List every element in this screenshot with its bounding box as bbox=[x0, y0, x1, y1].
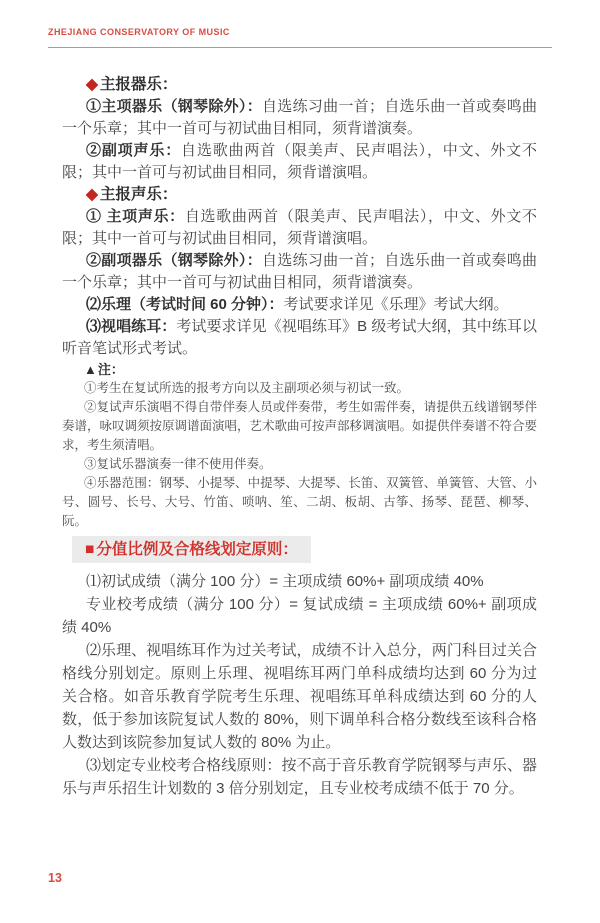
score-paragraphs bbox=[62, 570, 537, 800]
note-item: ①考生在复试所选的报考方向以及主副项必须与初试一致。 bbox=[84, 381, 410, 395]
notes-section bbox=[62, 360, 537, 531]
triangle-icon: ▲ bbox=[84, 362, 97, 377]
diamond-icon: ◆ bbox=[86, 76, 98, 93]
paragraph-music-theory bbox=[62, 294, 537, 316]
paragraph-text: 自选练习曲一首；自选乐曲一首或奏鸣曲一个乐章；其中一首可与初试曲目相同，须背谱演奏。 bbox=[62, 98, 537, 137]
score-section bbox=[62, 531, 537, 800]
paragraph-vocal-main bbox=[62, 206, 537, 250]
paragraph-first-round-score: ⑴初试成绩（满分 100 分）= 主项成绩 60%+ 副项成绩 40% bbox=[86, 573, 484, 590]
paragraph-text: 自选歌曲两首（限美声、民声唱法），中文、外文不限；其中一首可与初试曲目相同，须背谱演唱。 bbox=[62, 142, 537, 181]
notes-title-label: 注： bbox=[97, 362, 124, 377]
notes-title bbox=[62, 360, 537, 379]
paragraph-text: 考试要求详见《乐理》考试大纲。 bbox=[283, 296, 509, 313]
paragraph-text: 自选歌曲两首（限美声、民声唱法），中文、外文不限；其中一首可与初试曲目相同，须背谱演唱。 bbox=[62, 208, 537, 247]
square-bullet-icon: ■ bbox=[85, 541, 95, 558]
paragraph-lead: ① 主项声乐： bbox=[86, 208, 185, 225]
paragraph-vocal-minor bbox=[62, 140, 537, 184]
paragraph-pass-line-rule: ⑵乐理、视唱练耳作为过关考试，成绩不计入总分，两门科目过关合格线分别划定。原则上乐理、视唱练耳两门单科成绩均达到 60 分为过关合格。如音乐教育学院考生乐理、视唱练耳单科成绩达到 60 分的人数，低于参加该院复试人数的 80%，则下调单科合格分数线至该科合格人数达到该院参加复试人数的 80% 为止。 bbox=[62, 642, 537, 751]
paragraph-instrumental-main bbox=[62, 96, 537, 140]
paragraph-text: 自选练习曲一首；自选乐曲一首或奏鸣曲一个乐章；其中一首可与初试曲目相同，须背谱演奏。 bbox=[62, 252, 537, 291]
paragraph-instrumental-minor bbox=[62, 250, 537, 294]
heading-label: 分值比例及合格线划定原则： bbox=[96, 541, 298, 558]
page-number: 13 bbox=[48, 871, 62, 885]
heading-label: 主报器乐： bbox=[99, 76, 178, 93]
heading-instrumental-major bbox=[62, 74, 537, 96]
paragraph-sight-singing bbox=[62, 316, 537, 360]
note-item: ③复试乐器演奏一律不使用伴奏。 bbox=[84, 457, 272, 471]
heading-vocal-major bbox=[62, 184, 537, 206]
diamond-icon: ◆ bbox=[86, 186, 98, 203]
paragraph-lead: ①主项器乐（钢琴除外）： bbox=[86, 98, 263, 115]
note-item: ④乐器范围：钢琴、小提琴、中提琴、大提琴、长笛、双簧管、单簧管、大管、小号、圆号、长号、大号、竹笛、唢呐、笙、二胡、板胡、古筝、扬琴、琵琶、柳琴、阮。 bbox=[62, 476, 537, 528]
note-item: ②复试声乐演唱不得自带伴奏人员或伴奏带，考生如需伴奏，请提供五线谱钢琴伴奏谱，咏叹调须按原调谱面演唱，艺术歌曲可按声部移调演唱。如提供伴奏谱不符合要求，考生须清唱。 bbox=[62, 400, 538, 452]
heading-label: 主报声乐： bbox=[99, 186, 178, 203]
paragraph-lead: ⑶视唱练耳： bbox=[86, 318, 177, 335]
paragraph-school-exam-score: 专业校考成绩（满分 100 分）= 复试成绩 = 主项成绩 60%+ 副项成绩 40% bbox=[62, 596, 537, 636]
heading-score-ratio bbox=[72, 536, 311, 563]
paragraph-lead: ②副项声乐： bbox=[86, 142, 182, 159]
paragraph-lead: ②副项器乐（钢琴除外）： bbox=[86, 252, 263, 269]
paragraph-qualification-line-rule: ⑶划定专业校考合格线原则：按不高于音乐教育学院钢琴与声乐、器乐与声乐招生计划数的 3 倍分别划定，且专业校考成绩不低于 70 分。 bbox=[62, 757, 537, 797]
paragraph-lead: ⑵乐理（考试时间 60 分钟）： bbox=[86, 296, 284, 313]
conservatory-name: ZHEJIANG CONSERVATORY OF MUSIC bbox=[48, 27, 230, 37]
page-header bbox=[48, 27, 552, 48]
page-body bbox=[62, 58, 537, 800]
paragraph-text: 考试要求详见《视唱练耳》B 级考试大纲，其中练耳以听音笔试形式考试。 bbox=[62, 318, 537, 357]
